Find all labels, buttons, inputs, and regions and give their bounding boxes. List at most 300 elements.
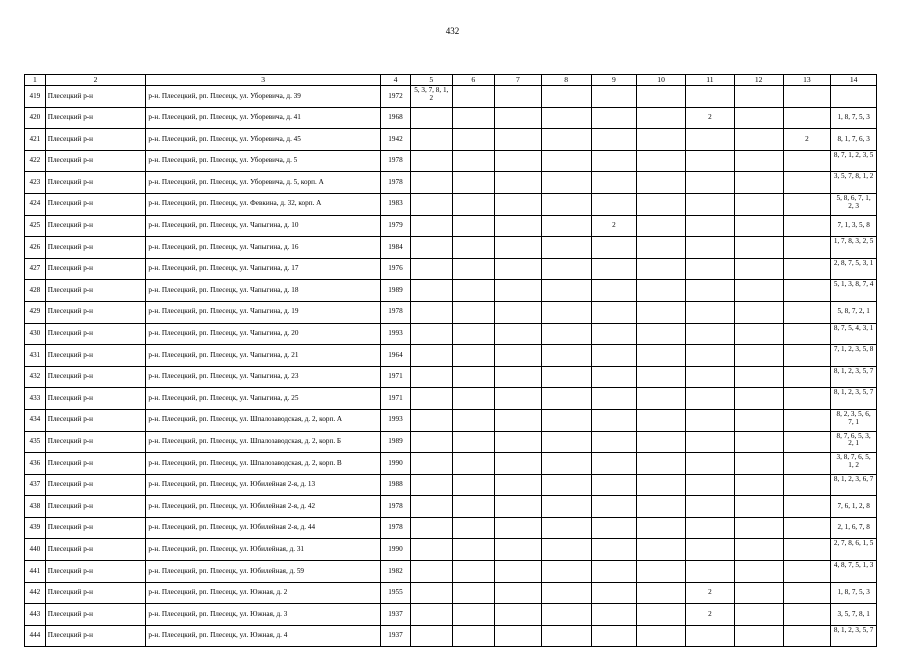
table-cell [637,517,686,539]
table-cell [783,215,831,237]
codes-cell: 8, 7, 1, 2, 3, 5 [831,150,877,172]
table-cell [637,561,686,583]
table-cell [685,453,734,475]
table-row [25,86,877,108]
table-cell [495,237,542,259]
table-cell [452,193,495,215]
codes-cell: 1, 7, 8, 3, 2, 5 [831,237,877,259]
district-cell: Плесецкий р-н [45,604,146,626]
district-cell: Плесецкий р-н [45,258,146,280]
table-cell [495,539,542,561]
table-cell [637,193,686,215]
table-cell [783,366,831,388]
table-cell [495,409,542,431]
table-body [25,86,877,647]
table-cell [452,345,495,367]
table-cell [495,604,542,626]
table-cell [637,129,686,151]
table-row [25,453,877,475]
district-cell: Плесецкий р-н [45,150,146,172]
codes-cell [411,604,453,626]
table-cell [734,237,783,259]
table-cell [452,625,495,647]
table-cell [783,561,831,583]
codes-cell: 8, 1, 2, 3, 5, 7 [831,388,877,410]
table-cell [452,582,495,604]
table-cell [541,561,591,583]
codes-cell [411,561,453,583]
table-cell [783,345,831,367]
table-cell [734,561,783,583]
table-cell [452,301,495,323]
table-cell [685,86,734,108]
table-row [25,604,877,626]
table-cell [783,409,831,431]
table-cell [495,193,542,215]
year-cell: 1964 [380,345,410,367]
table-cell: 2 [685,582,734,604]
table-cell [541,193,591,215]
codes-cell: 3, 5, 7, 8, 1 [831,604,877,626]
table-cell [541,323,591,345]
table-cell [591,409,637,431]
table-cell [591,582,637,604]
column-header: 10 [637,75,686,86]
table-cell [452,409,495,431]
district-cell: Плесецкий р-н [45,107,146,129]
table-cell [783,237,831,259]
table-cell [591,366,637,388]
table-cell [452,366,495,388]
district-cell: Плесецкий р-н [45,172,146,194]
column-header: 11 [685,75,734,86]
year-cell: 1993 [380,323,410,345]
table-cell [495,107,542,129]
district-cell: Плесецкий р-н [45,366,146,388]
row-number-cell: 438 [25,496,46,518]
table-cell [637,150,686,172]
table-cell [734,215,783,237]
table-cell [734,582,783,604]
table-cell [541,150,591,172]
column-header: 5 [411,75,453,86]
district-cell: Плесецкий р-н [45,409,146,431]
address-cell: р-н. Плесецкий, рп. Плесецк, ул. Уборевича, д. 45 [146,129,381,151]
codes-cell: 2, 1, 6, 7, 8 [831,517,877,539]
table-row [25,107,877,129]
district-cell: Плесецкий р-н [45,129,146,151]
table-cell [452,323,495,345]
row-number-cell: 436 [25,453,46,475]
table-row [25,323,877,345]
address-cell: р-н. Плесецкий, рп. Плесецк, ул. Шпалозаводская, д. 2, корп. Б [146,431,381,453]
address-cell: р-н. Плесецкий, рп. Плесецк, ул. Уборевича, д. 39 [146,86,381,108]
table-cell [452,604,495,626]
row-number-cell: 431 [25,345,46,367]
district-cell: Плесецкий р-н [45,517,146,539]
table-cell [685,517,734,539]
table-cell [734,323,783,345]
table-cell [495,561,542,583]
table-cell [591,539,637,561]
column-header: 12 [734,75,783,86]
table-row [25,150,877,172]
housing-table [24,74,877,647]
codes-cell [411,388,453,410]
year-cell: 1989 [380,280,410,302]
row-number-cell: 428 [25,280,46,302]
table-row [25,539,877,561]
table-cell [452,453,495,475]
column-header: 1 [25,75,46,86]
table-cell [495,258,542,280]
table-cell [783,625,831,647]
table-cell [685,323,734,345]
table-cell [783,388,831,410]
row-number-cell: 439 [25,517,46,539]
row-number-cell: 429 [25,301,46,323]
table-cell [452,539,495,561]
table-cell [734,258,783,280]
row-number-cell: 422 [25,150,46,172]
column-header: 4 [380,75,410,86]
address-cell: р-н. Плесецкий, рп. Плесецк, ул. Шпалозаводская, д. 2, корп. В [146,453,381,475]
address-cell: р-н. Плесецкий, рп. Плесецк, ул. Чапыгина, д. 10 [146,215,381,237]
table-cell [685,474,734,496]
year-cell: 1978 [380,517,410,539]
table-cell [541,604,591,626]
table-cell [734,366,783,388]
codes-cell [411,258,453,280]
table-cell [541,453,591,475]
row-number-cell: 423 [25,172,46,194]
table-cell [734,129,783,151]
row-number-cell: 442 [25,582,46,604]
table-cell [734,345,783,367]
district-cell: Плесецкий р-н [45,431,146,453]
table-cell [637,539,686,561]
table-cell [637,172,686,194]
year-cell: 1942 [380,129,410,151]
table-cell [783,258,831,280]
table-cell [452,129,495,151]
year-cell: 1978 [380,150,410,172]
district-cell: Плесецкий р-н [45,345,146,367]
column-header: 9 [591,75,637,86]
table-cell [734,172,783,194]
year-cell: 1978 [380,172,410,194]
table-cell [591,561,637,583]
table-cell [637,280,686,302]
district-cell: Плесецкий р-н [45,582,146,604]
year-cell: 1971 [380,366,410,388]
year-cell: 1993 [380,409,410,431]
table-cell [591,453,637,475]
codes-cell: 8, 1, 2, 3, 5, 7 [831,366,877,388]
table-cell [591,474,637,496]
table-cell [591,496,637,518]
codes-cell [411,150,453,172]
table-cell [452,258,495,280]
table-cell [734,280,783,302]
table-cell [685,561,734,583]
table-cell [495,517,542,539]
row-number-cell: 435 [25,431,46,453]
codes-cell: 7, 1, 3, 5, 8 [831,215,877,237]
address-cell: р-н. Плесецкий, рп. Плесецк, ул. Южная, д. 2 [146,582,381,604]
table-cell [541,625,591,647]
table-cell [734,517,783,539]
table-cell [591,345,637,367]
codes-cell: 8, 7, 6, 5, 3, 2, 1 [831,431,877,453]
table-cell [637,582,686,604]
codes-cell [411,215,453,237]
district-cell: Плесецкий р-н [45,625,146,647]
row-number-cell: 434 [25,409,46,431]
table-cell [637,409,686,431]
table-cell [452,107,495,129]
table-cell [495,301,542,323]
table-cell [495,431,542,453]
codes-cell: 8, 1, 2, 3, 5, 7 [831,625,877,647]
table-cell: 2 [685,604,734,626]
table-cell [783,453,831,475]
table-cell [495,323,542,345]
codes-cell: 5, 3, 7, 8, 1, 2 [411,86,453,108]
codes-cell: 8, 7, 5, 4, 3, 1 [831,323,877,345]
column-header: 14 [831,75,877,86]
codes-cell: 1, 8, 7, 5, 3 [831,107,877,129]
table-row [25,431,877,453]
table-cell [685,129,734,151]
table-cell [637,366,686,388]
district-cell: Плесецкий р-н [45,453,146,475]
table-cell [495,129,542,151]
table-cell [637,474,686,496]
table-cell [452,474,495,496]
table-cell [452,150,495,172]
table-cell [685,215,734,237]
table-cell [783,539,831,561]
year-cell: 1989 [380,431,410,453]
year-cell: 1978 [380,496,410,518]
district-cell: Плесецкий р-н [45,215,146,237]
table-cell [591,431,637,453]
table-cell [734,107,783,129]
row-number-cell: 437 [25,474,46,496]
codes-cell: 5, 1, 3, 8, 7, 4 [831,280,877,302]
table-cell [783,107,831,129]
table-cell [783,582,831,604]
row-number-cell: 443 [25,604,46,626]
table-cell [591,301,637,323]
table-cell [541,345,591,367]
year-cell: 1983 [380,193,410,215]
address-cell: р-н. Плесецкий, рп. Плесецк, ул. Чапыгина, д. 25 [146,388,381,410]
table-cell [591,107,637,129]
table-row [25,561,877,583]
table-cell [637,604,686,626]
year-cell: 1982 [380,561,410,583]
table-cell: 2 [783,129,831,151]
table-cell [452,517,495,539]
table-cell [685,366,734,388]
table-cell [734,86,783,108]
codes-cell [411,366,453,388]
codes-cell: 5, 8, 6, 7, 1, 2, 3 [831,193,877,215]
year-cell: 1955 [380,582,410,604]
table-row [25,366,877,388]
table-cell: 2 [685,107,734,129]
table-cell [685,258,734,280]
table-cell [734,301,783,323]
year-cell: 1976 [380,258,410,280]
column-header: 6 [452,75,495,86]
table-cell [637,496,686,518]
district-cell: Плесецкий р-н [45,301,146,323]
table-cell [495,280,542,302]
table-cell [591,323,637,345]
address-cell: р-н. Плесецкий, рп. Плесецк, ул. Южная, д. 4 [146,625,381,647]
page-number: 432 [445,26,460,36]
table-cell [783,517,831,539]
table-cell [591,388,637,410]
codes-cell: 7, 6, 1, 2, 8 [831,496,877,518]
codes-cell [411,539,453,561]
district-cell: Плесецкий р-н [45,496,146,518]
column-header: 2 [45,75,146,86]
table-row [25,496,877,518]
address-cell: р-н. Плесецкий, рп. Плесецк, ул. Уборевича, д. 41 [146,107,381,129]
table-cell [541,366,591,388]
table-cell [685,280,734,302]
table-cell [734,539,783,561]
table-cell [495,150,542,172]
table-cell [734,496,783,518]
table-cell [734,388,783,410]
year-cell: 1984 [380,237,410,259]
column-header: 13 [783,75,831,86]
table-cell [591,280,637,302]
address-cell: р-н. Плесецкий, рп. Плесецк, ул. Чапыгина, д. 23 [146,366,381,388]
table-cell [452,172,495,194]
table-cell [591,625,637,647]
table-cell [637,258,686,280]
row-number-cell: 440 [25,539,46,561]
table-cell [685,431,734,453]
table-row [25,237,877,259]
table-cell [591,193,637,215]
table-cell [685,539,734,561]
codes-cell: 7, 1, 2, 3, 5, 8 [831,345,877,367]
table-cell [591,258,637,280]
address-cell: р-н. Плесецкий, рп. Плесецк, ул. Юбилейная, д. 59 [146,561,381,583]
codes-cell: 1, 8, 7, 5, 3 [831,582,877,604]
table-cell [495,172,542,194]
codes-cell: 5, 8, 7, 2, 1 [831,301,877,323]
table-cell [541,107,591,129]
codes-cell [411,625,453,647]
codes-cell [411,409,453,431]
table-cell [637,625,686,647]
table-cell [685,496,734,518]
table-row [25,388,877,410]
codes-cell [831,86,877,108]
table-cell [637,345,686,367]
table-cell [495,582,542,604]
table-cell [541,237,591,259]
table-cell [734,604,783,626]
table-row [25,258,877,280]
address-cell: р-н. Плесецкий, рп. Плесецк, ул. Юбилейная, д. 31 [146,539,381,561]
table-cell [637,86,686,108]
table-cell [783,86,831,108]
table-cell [452,237,495,259]
address-cell: р-н. Плесецкий, рп. Плесецк, ул. Февкина, д. 32, корп. А [146,193,381,215]
row-number-cell: 424 [25,193,46,215]
codes-cell [411,453,453,475]
codes-cell [411,345,453,367]
table-cell [452,86,495,108]
district-cell: Плесецкий р-н [45,474,146,496]
address-cell: р-н. Плесецкий, рп. Плесецк, ул. Уборевича, д. 5 [146,150,381,172]
row-number-cell: 432 [25,366,46,388]
table-cell [495,496,542,518]
row-number-cell: 430 [25,323,46,345]
column-header: 7 [495,75,542,86]
codes-cell [411,107,453,129]
codes-cell [411,323,453,345]
table-cell [685,237,734,259]
year-cell: 1990 [380,453,410,475]
table-cell [734,625,783,647]
table-cell [637,107,686,129]
year-cell: 1988 [380,474,410,496]
table-cell [783,496,831,518]
table-row [25,582,877,604]
codes-cell [411,129,453,151]
year-cell: 1937 [380,604,410,626]
address-cell: р-н. Плесецкий, рп. Плесецк, ул. Чапыгина, д. 16 [146,237,381,259]
table-cell [541,539,591,561]
codes-cell [411,301,453,323]
year-cell: 1968 [380,107,410,129]
year-cell: 1990 [380,539,410,561]
district-cell: Плесецкий р-н [45,323,146,345]
table-cell [685,625,734,647]
table-cell [541,301,591,323]
table-cell [452,388,495,410]
codes-cell [411,193,453,215]
codes-cell: 8, 1, 2, 3, 6, 7 [831,474,877,496]
table-cell [495,453,542,475]
table-cell [637,388,686,410]
column-header: 3 [146,75,381,86]
table-cell [541,496,591,518]
table-cell [495,215,542,237]
district-cell: Плесецкий р-н [45,388,146,410]
codes-cell: 3, 8, 7, 6, 5, 1, 2 [831,453,877,475]
district-cell: Плесецкий р-н [45,193,146,215]
codes-cell [411,280,453,302]
address-cell: р-н. Плесецкий, рп. Плесецк, ул. Юбилейная 2-я, д. 13 [146,474,381,496]
table-cell [734,193,783,215]
table-cell [591,604,637,626]
table-row [25,345,877,367]
table-row [25,301,877,323]
row-number-cell: 426 [25,237,46,259]
address-cell: р-н. Плесецкий, рп. Плесецк, ул. Юбилейная 2-я, д. 42 [146,496,381,518]
